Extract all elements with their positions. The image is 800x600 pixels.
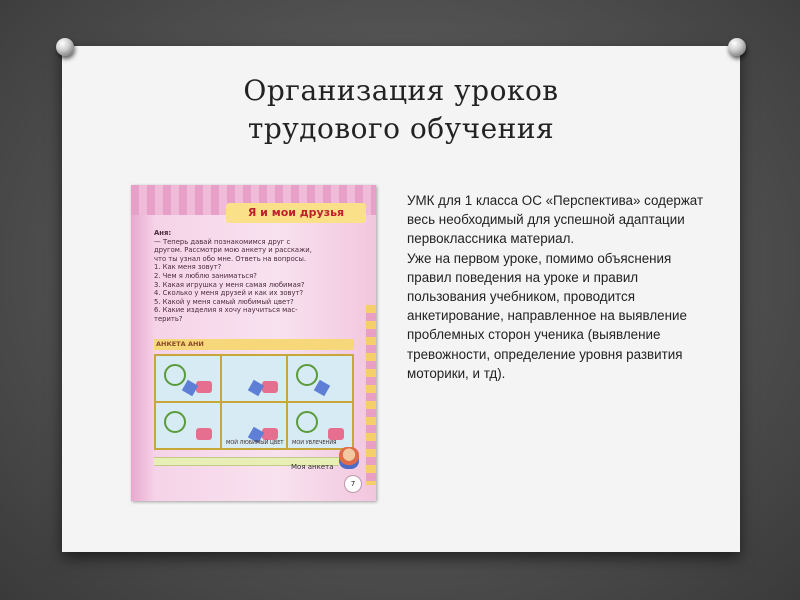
- anketa-grid: [154, 354, 354, 450]
- book-speaker: Аня:: [154, 229, 172, 237]
- anketa-label: АНКЕТА АНИ: [156, 340, 204, 348]
- book-line: 5. Какой у меня самый любимый цвет?: [154, 297, 294, 306]
- slide-title-line-1: Организация уроков: [243, 74, 559, 107]
- anketa-cell: [156, 356, 220, 401]
- anketa-cell: МОИ УВЛЕЧЕНИЯ: [288, 403, 352, 448]
- book-text-block: [154, 229, 344, 324]
- textbook-page-image: [131, 185, 376, 501]
- anketa-cell: [156, 403, 220, 448]
- book-line: 2. Чем я люблю заниматься?: [154, 271, 257, 280]
- book-line: 4. Сколько у меня друзей и как их зовут?: [154, 289, 304, 298]
- slide-body-text: [407, 191, 707, 383]
- pushpin-icon: [56, 38, 74, 56]
- pencil-label: Моя анкета: [291, 463, 334, 471]
- anketa-cell: МОЙ ЛЮБИМЫЙ ЦВЕТ: [222, 403, 286, 448]
- book-line: 6. Какие изделия я хочу научиться мас-: [154, 306, 298, 315]
- anketa-cell: [288, 356, 352, 401]
- body-paragraph-2: Уже на первом уроке, помимо объяснения правил поведения на уроке и правил пользования учебником, проводится анкетирование, направленное на выявление проблемных сторон ученика (выявление тревожности, определение уровня развития моторики, и тд).: [407, 250, 687, 381]
- book-line: 3. Какая игрушка у меня самая любимая?: [154, 280, 305, 289]
- slide: [62, 46, 740, 552]
- anketa-cell: [222, 356, 286, 401]
- book-line: терить?: [154, 314, 183, 323]
- page-side-strip: [366, 305, 376, 485]
- pushpin-icon: [728, 38, 746, 56]
- slide-title-line-2: трудового обучения: [247, 112, 555, 145]
- book-line: другом. Рассмотри мою анкету и расскажи,: [154, 246, 312, 255]
- slide-title: [62, 72, 740, 148]
- book-line: 1. Как меня зовут?: [154, 263, 222, 272]
- toy-figure-icon: [339, 447, 359, 469]
- book-section-title: Я и мои друзья: [226, 203, 366, 223]
- book-line: — Теперь давай познакомимся друг с: [154, 237, 291, 246]
- book-line: что ты узнал обо мне. Ответь на вопросы.: [154, 254, 307, 263]
- page-number: 7: [344, 475, 362, 493]
- body-paragraph-1: УМК для 1 класса ОС «Перспектива» содержат весь необходимый для успешной адаптации первоклассника материал.: [407, 193, 704, 247]
